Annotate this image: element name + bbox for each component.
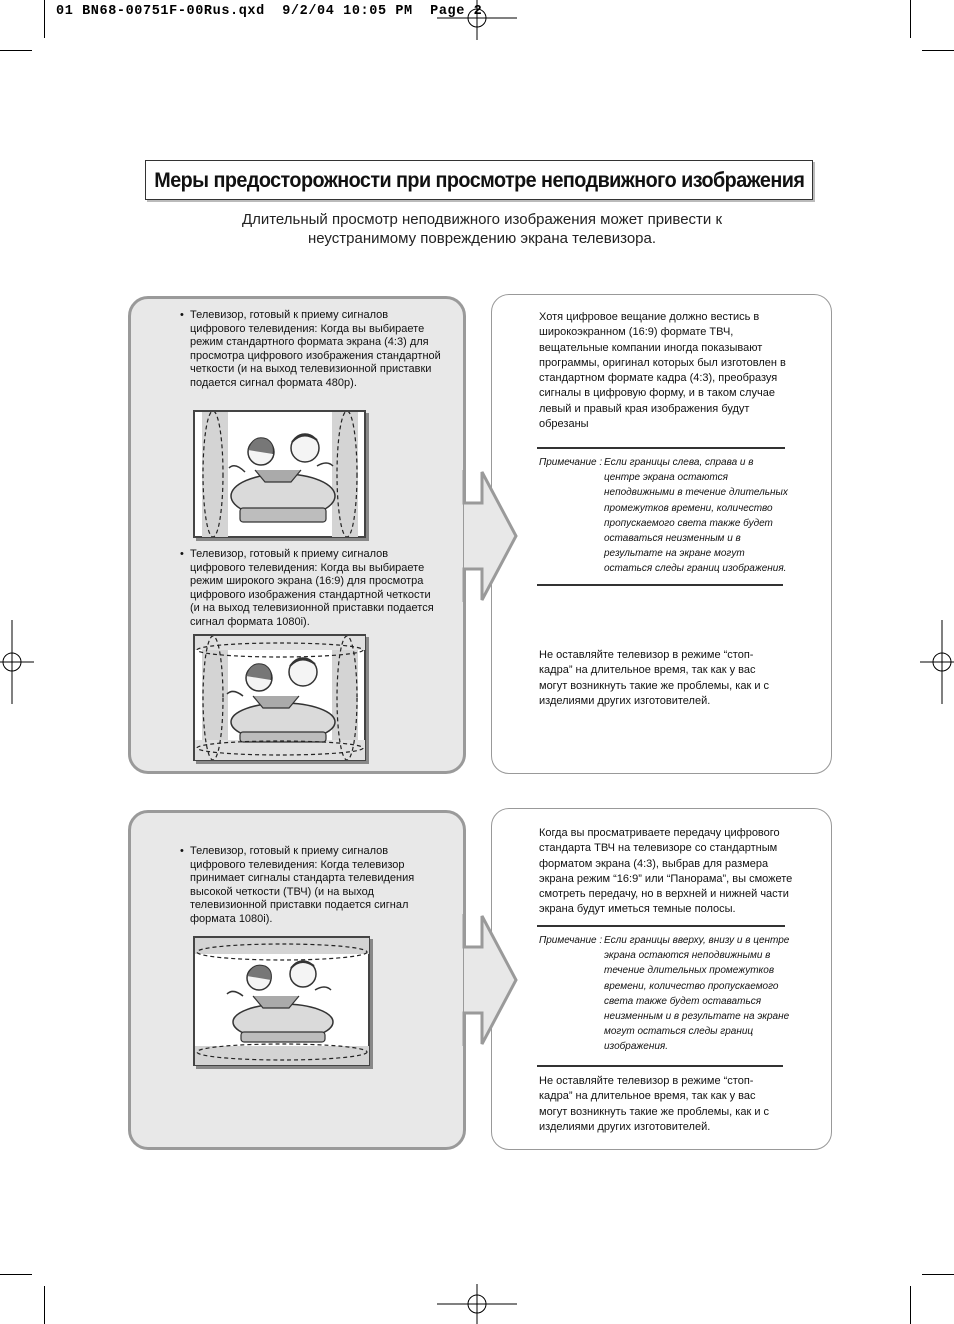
page-title: Меры предосторожности при просмотре неподвижного изображения [153, 167, 805, 192]
registration-mark-icon [0, 620, 34, 704]
divider [537, 1065, 783, 1067]
crop-mark [44, 0, 45, 38]
tv-illustration-letterbox [193, 936, 370, 1066]
registration-mark-icon [920, 620, 954, 704]
registration-mark-icon [437, 0, 517, 40]
divider [537, 925, 785, 927]
crop-mark [922, 1274, 954, 1275]
couple-in-car-icon [227, 961, 333, 1042]
section2-note [539, 933, 791, 1055]
note-label: Примечание : [539, 935, 603, 946]
bullet-text: Телевизор, готовый к приему сигналов цифрового телевидения: Когда вы выбираете режим широкого экрана (16:9) для просмотра цифрового изображения стандартной четкости (и на выход телевизионной приставки подается сигнал формата 1080i). [190, 548, 434, 628]
divider [537, 584, 783, 586]
crop-mark [922, 50, 954, 51]
crop-mark [910, 0, 911, 38]
bullet-dot: • [180, 548, 184, 560]
section1-description: Хотя цифровое вещание должно вестись в широкоэкранном (16:9) формате ТВЧ, вещательные компании иногда показывают программы, оригинал которых был изготовлен в стандартном формате кадра (4:3), преобразуя сигналы в цифровую форму, и в таком случае левый и правый края изображения будут обрезаны [539, 311, 786, 431]
crop-mark [0, 1274, 32, 1275]
section2-description: Когда вы просматриваете передачу цифрового стандарта ТВЧ на телевизоре со стандартным форматом экрана (4:3), выбрав для размера экрана режим “16:9” или “Панорама”, вы сможете смотреть передачу, но в верхней и нижней части экрана будут иметься темные полосы. [539, 827, 793, 916]
bullet-dot: • [180, 309, 184, 321]
bullet-dot: • [180, 845, 184, 857]
note-label: Примечание : [539, 457, 603, 468]
divider [537, 447, 785, 449]
section2-bullet-1 [180, 845, 442, 927]
section1-warning: Не оставляйте телевизор в режиме “стоп-кадра” на длительное время, так как у вас могут возникнуть такие же проблемы, как и с изделиями других изготовителей. [539, 649, 770, 707]
registration-mark-icon [437, 1284, 517, 1324]
crop-mark [0, 50, 32, 51]
section2-warning: Не оставляйте телевизор в режиме “стоп-кадра” на длительное время, так как у вас могут возникнуть такие же проблемы, как и с изделиями других изготовителей. [539, 1075, 770, 1133]
section1-note [539, 455, 789, 577]
couple-in-car-icon [229, 434, 335, 522]
section1-bullet-1 [180, 309, 442, 391]
note-text: Если границы вверху, внизу и в центре экрана остаются неподвижными в течение длительных промежутков времени, количество пропускаемого света также будет оставаться неизменным и в результате на экране могут остаться следы границ изображения. [604, 935, 790, 1053]
crop-mark [44, 1286, 45, 1324]
arrow-right-icon [458, 460, 520, 612]
couple-in-car-icon [227, 658, 335, 742]
crop-mark [910, 1286, 911, 1324]
note-text: Если границы слева, справа и в центре экрана остаются неподвижными в течение длительных промежутков времени, количество пропускаемого света также будет оставаться неизменным и в результате на экране могут остаться следы границ изображения. [604, 457, 788, 575]
tv-illustration-16x9-stretched [193, 634, 366, 761]
arrow-right-icon [458, 904, 520, 1056]
page-subtitle: Длительный просмотр неподвижного изображения может привести к неустранимому повреждению экрана телевизора. [241, 211, 723, 247]
section1-bullet-2 [180, 548, 442, 630]
bullet-text: Телевизор, готовый к приему сигналов цифрового телевидения: Когда вы выбираете режим стандартного формата экрана (4:3) для просмотра цифрового изображения стандартной четкости (и на выход телевизионной приставки подается сигнал формата 480p). [190, 309, 441, 389]
tv-illustration-4x3 [193, 410, 366, 538]
page-title-box [145, 160, 813, 200]
bullet-text: Телевизор, готовый к приему сигналов цифрового телевидения: Когда телевизор принимает сигналы стандарта телевидения высокой четкости (ТВЧ) (и на выход телевизионной приставки подается сигнал формата 1080i). [190, 845, 415, 925]
print-slug: 01 BN68-00751F-00Rus.qxd 9/2/04 10:05 PM Page 2 [56, 4, 483, 19]
